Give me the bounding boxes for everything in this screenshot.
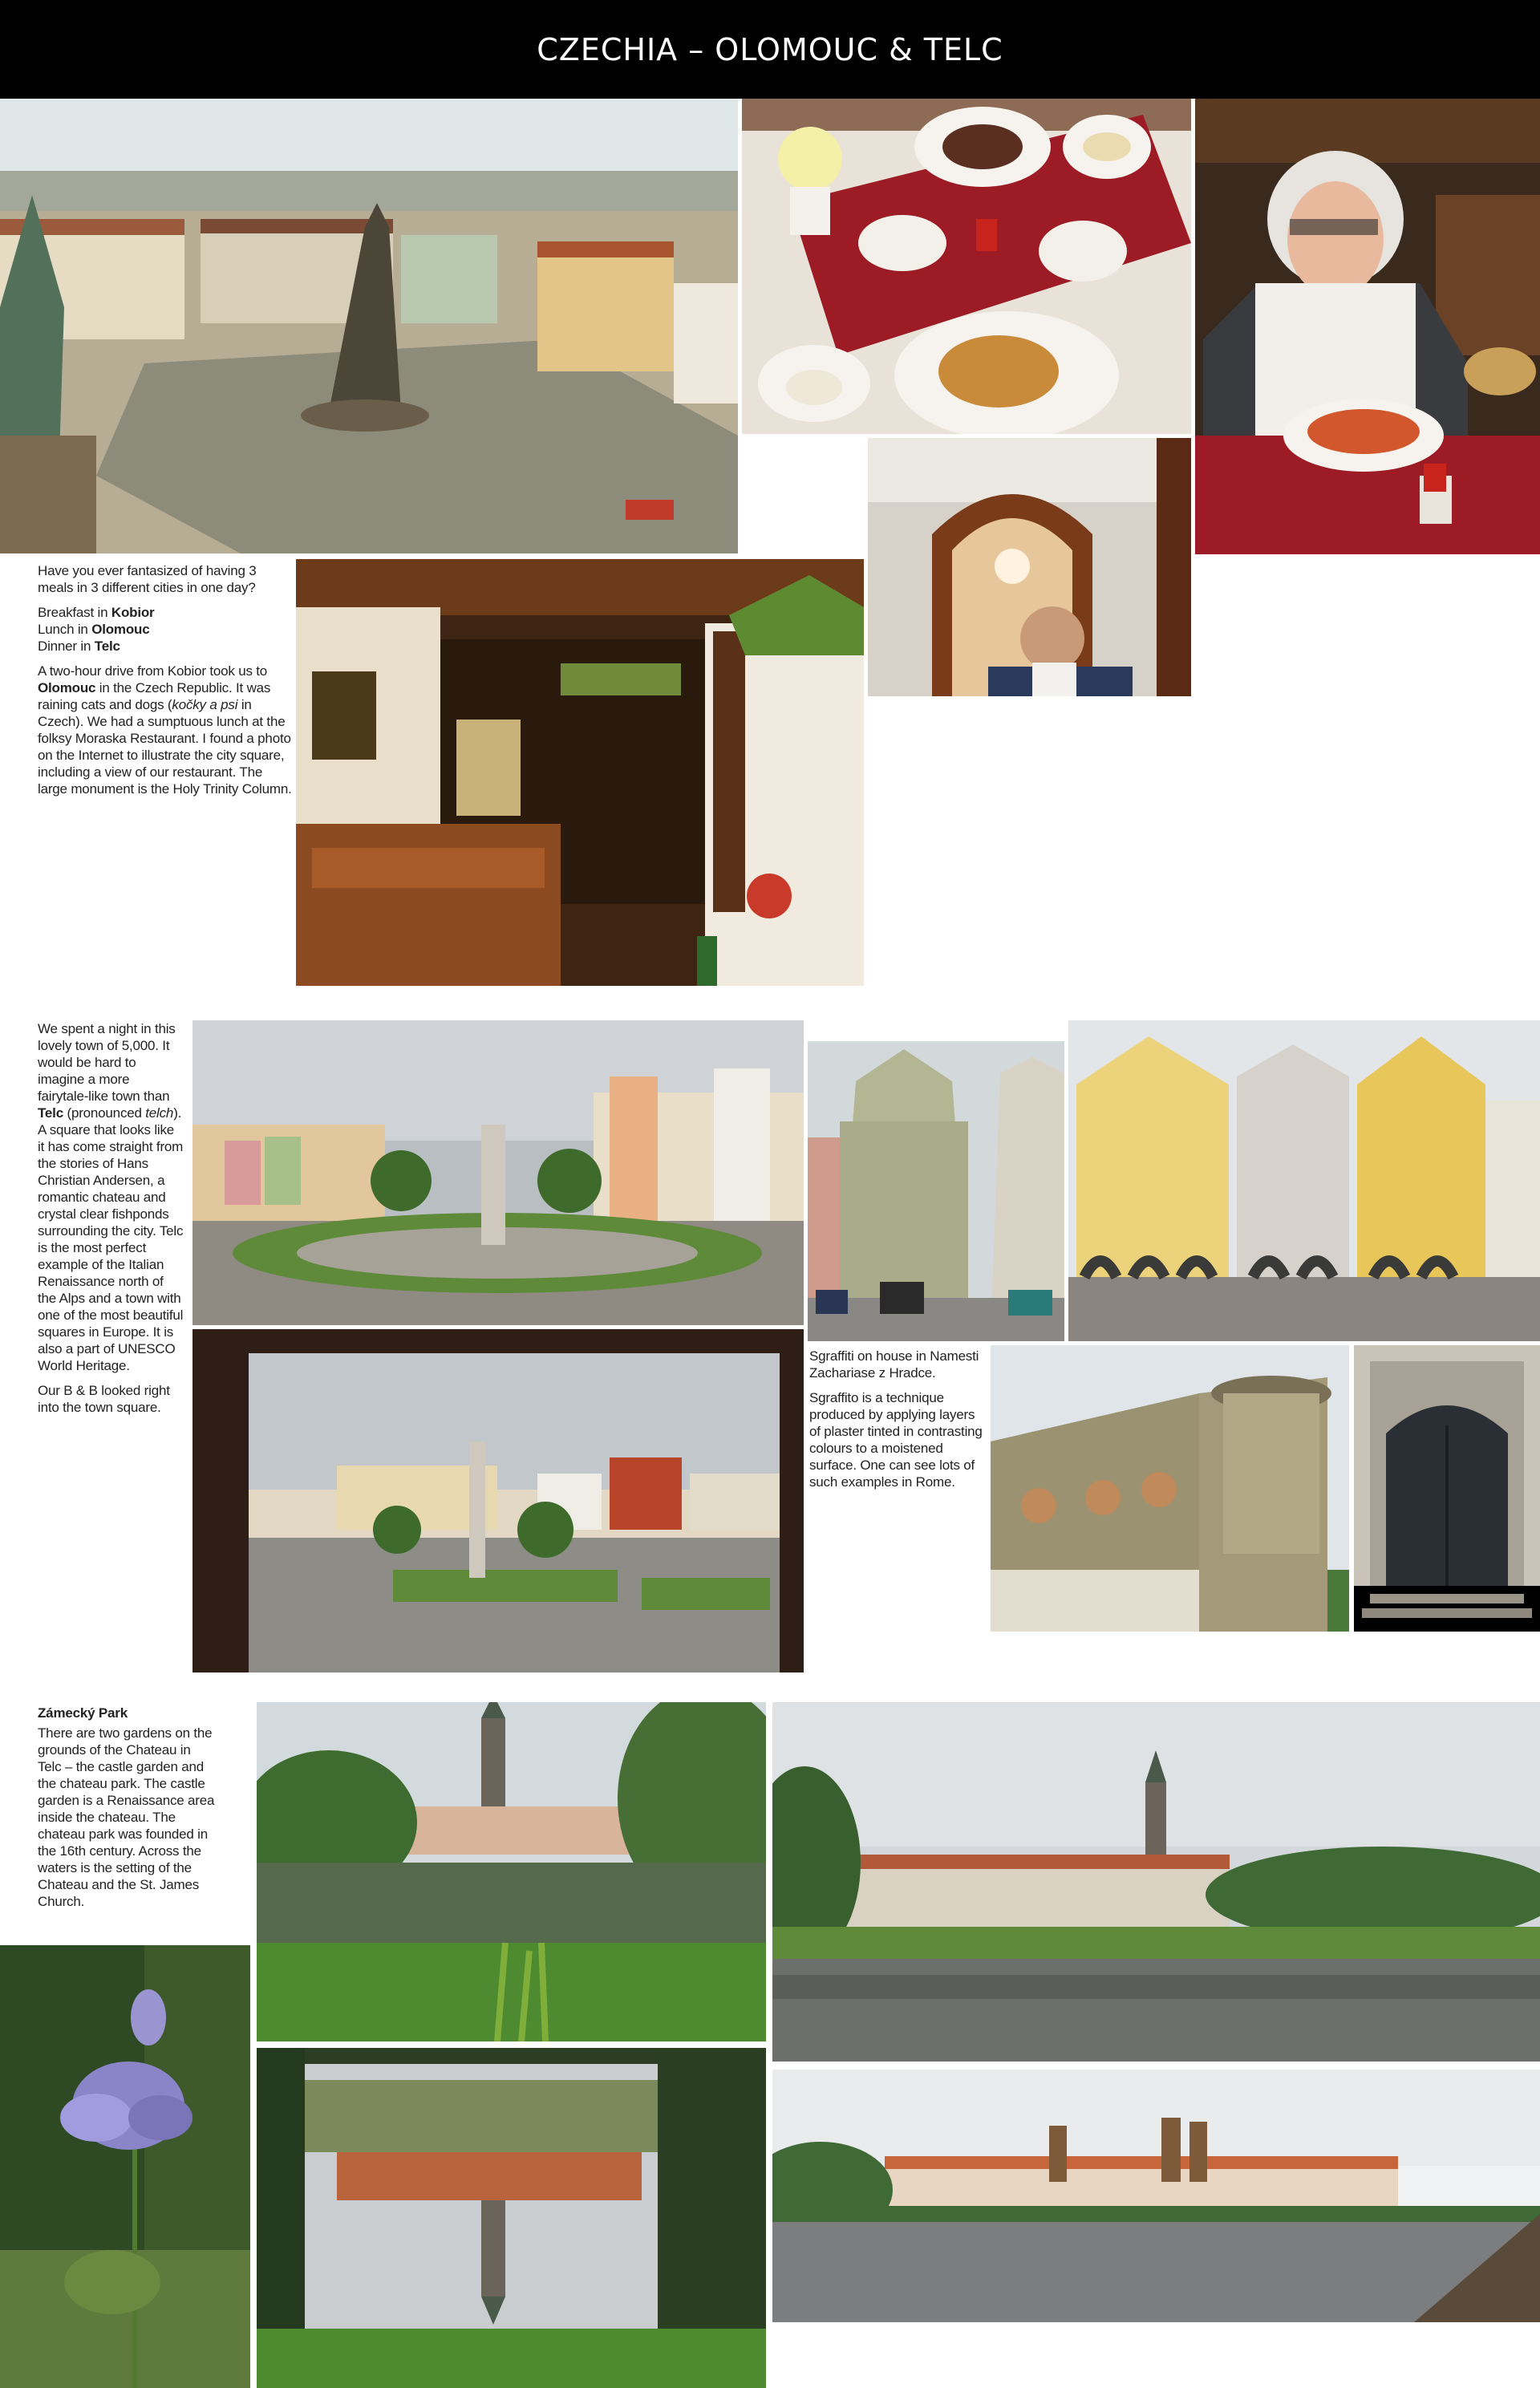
dinner-city: Telc (94, 639, 120, 654)
breakfast-line (38, 604, 293, 621)
telc-p1-pron: telch (145, 1105, 174, 1121)
iris-flower-photo (0, 1945, 250, 2388)
breakfast-city: Kobior (111, 605, 155, 620)
chateau-across-lake-photo (772, 2070, 1540, 2322)
olomouc-p1-c: in Czech). We had a sumptuous lunch at the folksy Moraska Restaurant. I found a photo on the Internet to illustrate the city square, including a view of our restaurant. The large monument is the Holy Trinity Column. (38, 697, 292, 797)
olomouc-text-block (38, 562, 293, 805)
olomouc-p1-b: in the Czech Republic. It was raining cats and dogs ( (38, 680, 271, 712)
olomouc-square-aerial-photo (0, 99, 738, 553)
ornate-door-photo (1354, 1345, 1540, 1632)
telc-yellow-houses-photo (1068, 1020, 1540, 1341)
telc-p1-c: ). A square that looks like it has come straight from the stories of Hans Christian Andersen, a romantic chateau and crystal clear fishponds surrounding the city. Telc is the most perfect example of the Italian Renaissance north of the Alps and a town with one of the most beautiful squares in Europe. It is also a part of UNESCO World Heritage. (38, 1105, 184, 1373)
olomouc-intro: Have you ever fantasized of having 3 meals in 3 different cities in one day? (38, 563, 257, 595)
park-text-block (38, 1705, 216, 1918)
woman-eating-soup-photo (1195, 99, 1540, 554)
telc-sgraffiti-house-photo (808, 1041, 1064, 1341)
telc-p1-b: (pronounced (63, 1105, 146, 1121)
lunch-table-photo (742, 99, 1191, 434)
park-description: There are two gardens on the grounds of the Chateau in Telc – the castle garden and the chateau park. The castle garden is a Renaissance area inside the chateau. The chateau park was founded in the 16th century. Across the waters is the setting of the Chateau and the St. James Church. (38, 1725, 215, 1909)
breakfast-label: Breakfast in (38, 605, 111, 620)
telc-square-from-window-photo (192, 1329, 804, 1672)
pond-reflection-photo (257, 2048, 766, 2388)
dinner-line (38, 638, 293, 655)
telc-paragraph (38, 1020, 184, 1374)
dinner-label: Dinner in (38, 639, 95, 654)
olomouc-p1-a: A two-hour drive from Kobior took us to (38, 663, 268, 679)
man-in-restaurant-photo (868, 438, 1191, 696)
sgraffiti-caption: Sgraffiti on house in Namesti Zachariase z Hradce. (809, 1348, 979, 1380)
olomouc-p1-city: Olomouc (38, 680, 96, 695)
telc-square-fountain-photo (192, 1020, 804, 1325)
moraska-restaurant-interior-photo (296, 559, 864, 986)
telc-bnb-note: Our B & B looked right into the town square. (38, 1383, 170, 1415)
telc-p1-city: Telc (38, 1105, 63, 1121)
sgraffiti-text-block (809, 1348, 987, 1498)
olomouc-paragraph (38, 663, 293, 797)
page-header (0, 0, 1540, 99)
lunch-line (38, 621, 293, 638)
page-title: CZECHIA – OLOMOUC & TELC (537, 31, 1003, 67)
telc-p1-a: We spent a night in this lovely town of 5,000. It would be hard to imagine a more fairytale-like town than (38, 1021, 176, 1104)
olomouc-p1-czech: kočky a psi (172, 697, 238, 712)
pond-church-view-photo (257, 1702, 766, 2041)
panorama-town-over-water-photo (772, 1702, 1540, 2062)
lunch-label: Lunch in (38, 622, 92, 637)
sgraffiti-description: Sgraffito is a technique produced by applying layers of plaster tinted in contrasting colours to a moistened surface. One can see lots of such examples in Rome. (809, 1390, 983, 1490)
sgraffiti-corner-house-photo (991, 1345, 1349, 1632)
park-title: Zámecký Park (38, 1705, 128, 1721)
telc-text-block (38, 1020, 184, 1424)
lunch-city: Olomouc (91, 622, 150, 637)
